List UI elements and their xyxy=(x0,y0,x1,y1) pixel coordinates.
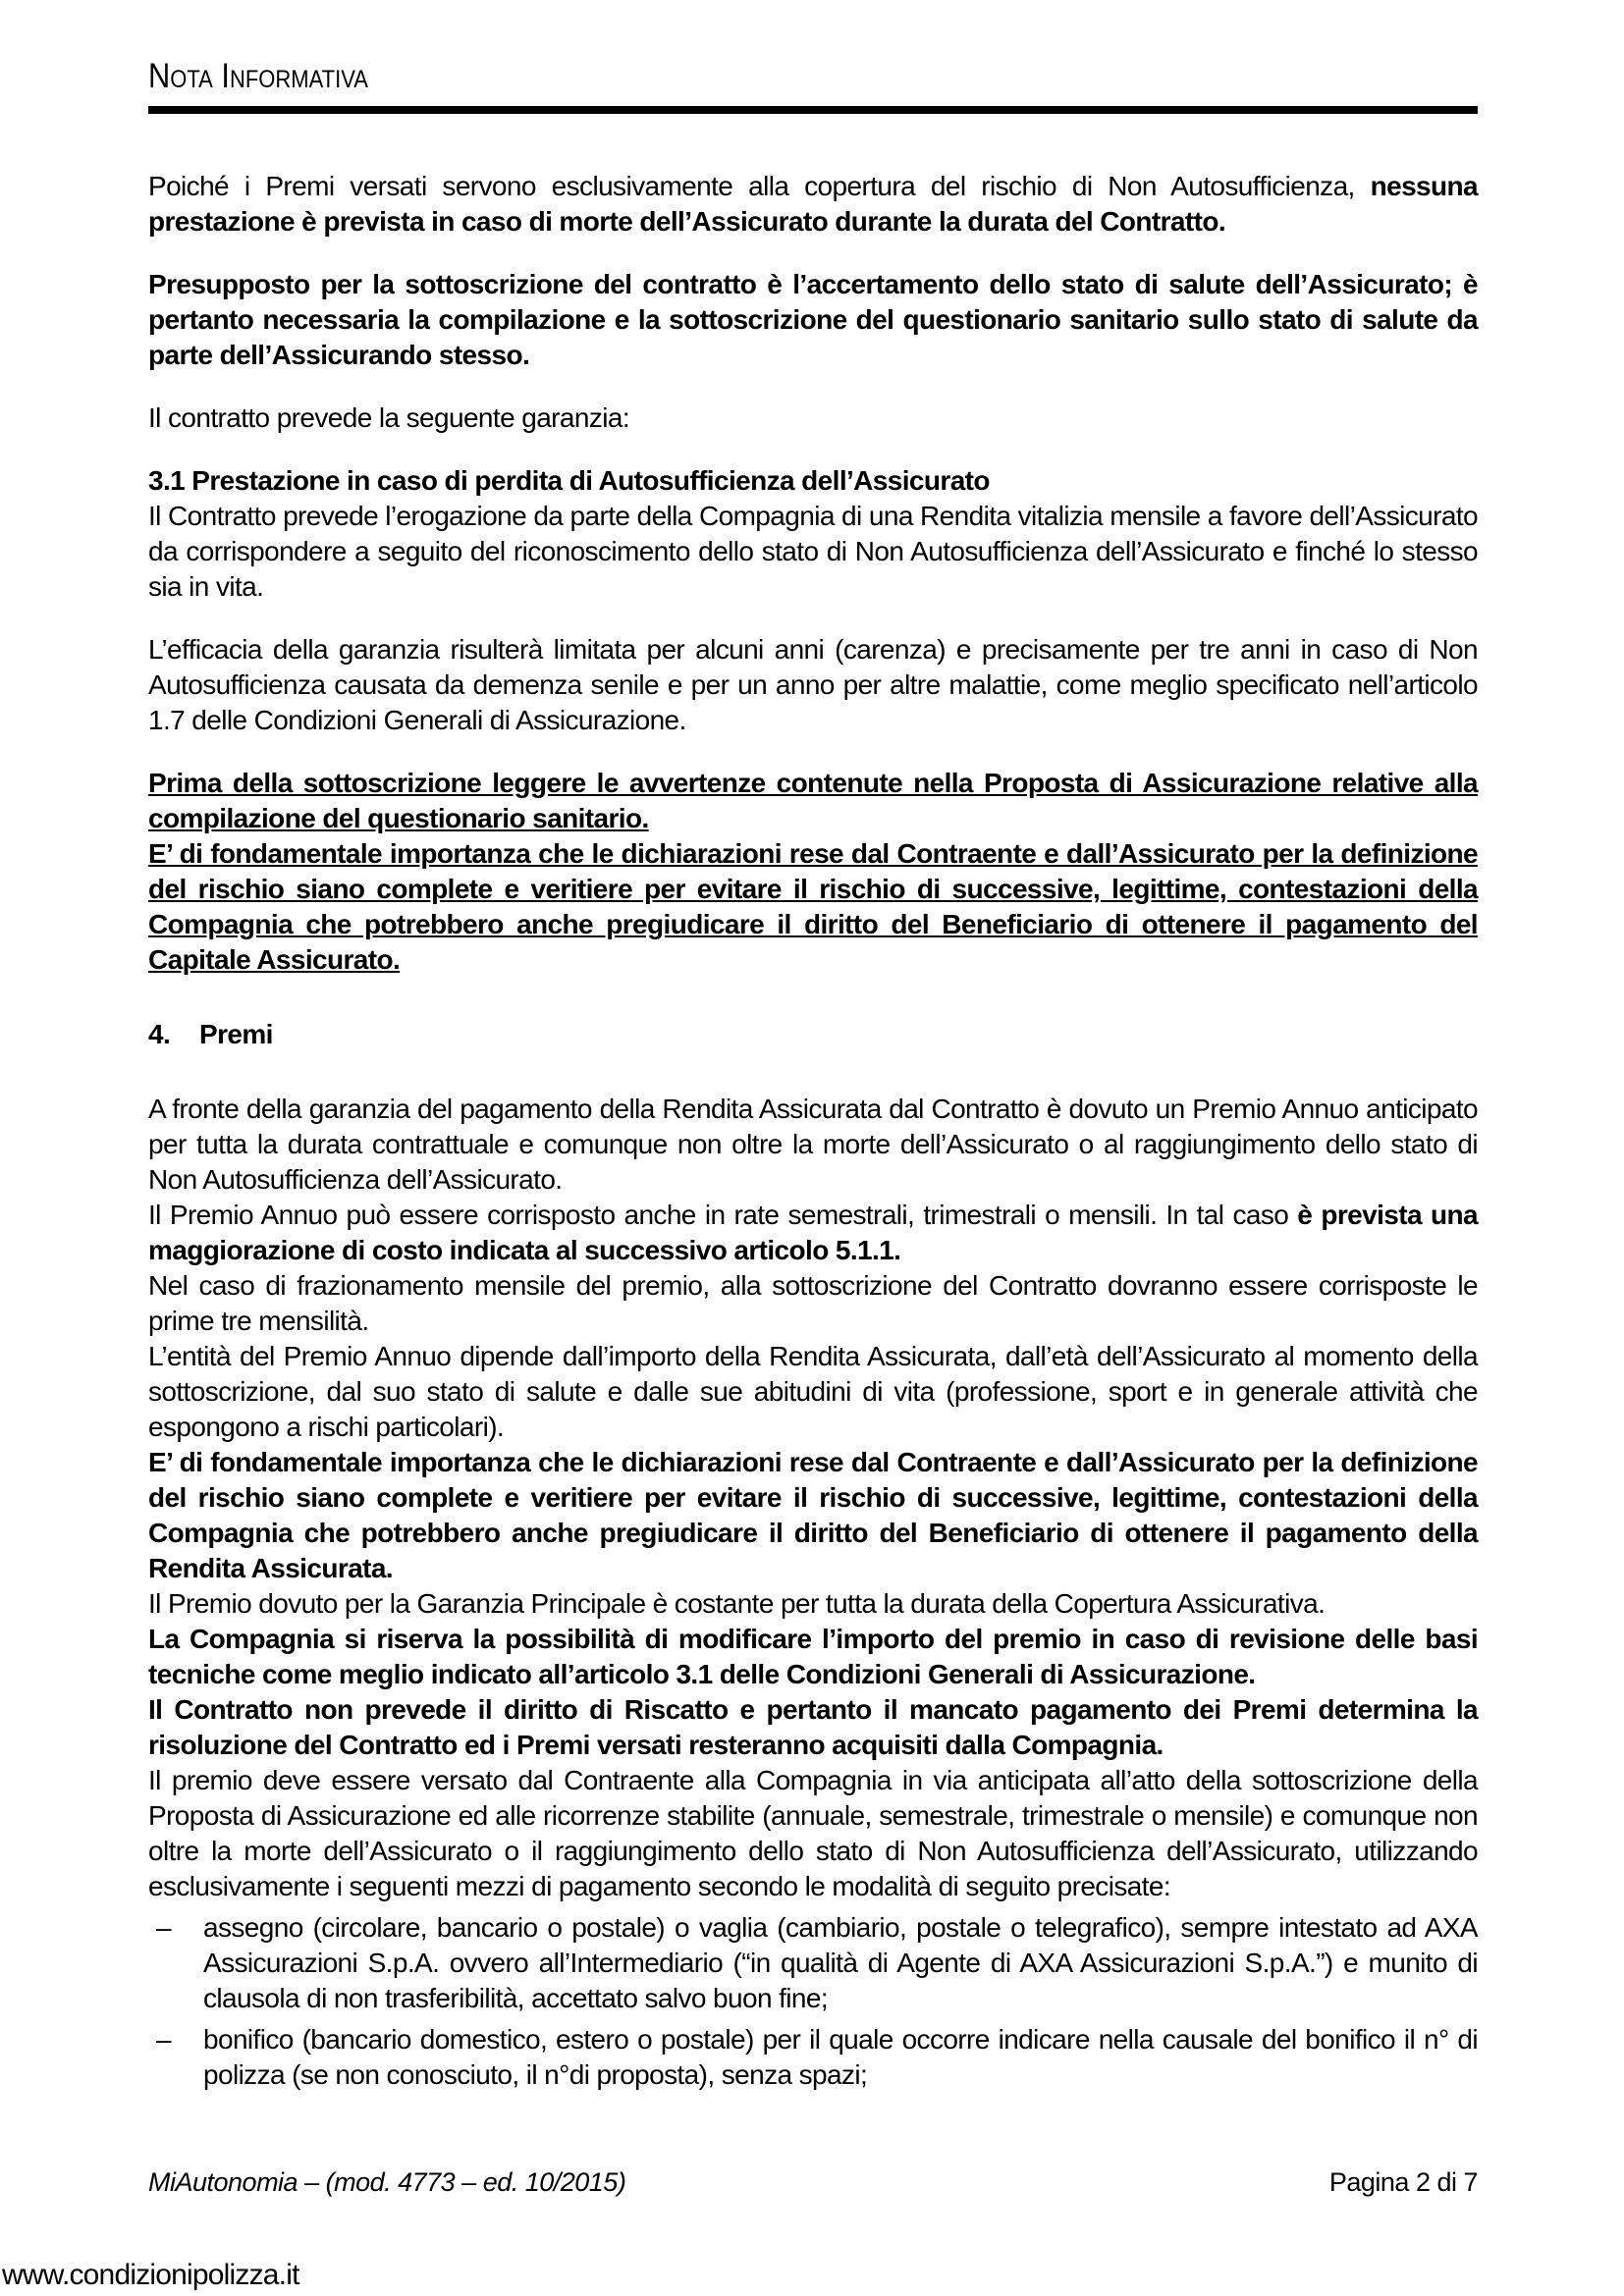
text-run: assegno (circolare, bancario o postale) o vaglia (cambiario, postale o telegrafico), sempre intestato ad AXA Assicurazioni S.p.A. ovvero all’Intermediario (“in qualità di Agente di AXA Assicurazioni S.p.A.”) e munito di clausola di non trasferibilità, accettato salvo buon fine; xyxy=(203,1912,1478,2013)
section-number: 4. xyxy=(148,1019,171,1049)
section-heading xyxy=(148,1017,1478,1052)
text-run: Il Premio Annuo può essere corrisposto anche in rate semestrali, trimestrali o mensili. In tal caso xyxy=(148,1200,1298,1230)
list-item xyxy=(148,1910,1478,2016)
paragraph xyxy=(148,1092,1478,1904)
text-run: Presupposto per la sottoscrizione del contratto è l’accertamento dello stato di salute dell’Assicurato; è pertanto necessaria la compilazione e la sottoscrizione del questionario sanitario sullo stato di salute da parte dell’Assicurando stesso. xyxy=(148,269,1478,370)
text-run: E’ di fondamentale importanza che le dichiarazioni rese dal Contraente e dall’Assicurato per la definizione del rischio siano complete e veritiere per evitare il rischio di successive, legittime, contestazioni della Compagnia che potrebbero anche pregiudicare il diritto del Beneficiario di ottenere il pagamento della Rendita Assicurata. xyxy=(148,1447,1478,1583)
text-run: 3.1 Prestazione in caso di perdita di Autosufficienza dell’Assicurato xyxy=(148,465,990,496)
text-run: Il Contratto prevede l’erogazione da parte della Compagnia di una Rendita vitalizia mensile a favore dell’Assicurato da corrispondere a seguito del riconoscimento dello stato di Non Autosufficienza dell’Assicurato e finché lo stesso sia in vita. xyxy=(148,501,1478,602)
text-run: L’efficacia della garanzia risulterà limitata per alcuni anni (carenza) e precisamente per tre anni in caso di Non Autosufficienza causata da demenza senile e per un anno per altre malattie, come meglio specificato nell’articolo 1.7 delle Condizioni Generali di Assicurazione. xyxy=(148,634,1478,735)
paragraph xyxy=(148,766,1478,978)
text-run: Il Premio dovuto per la Garanzia Principale è costante per tutta la durata della Copertura Assicurativa. xyxy=(148,1588,1326,1619)
text-run: Il Contratto non prevede il diritto di Riscatto e pertanto il mancato pagamento dei Premi determina la risoluzione del Contratto ed i Premi versati resteranno acquisiti dalla Compagnia. xyxy=(148,1694,1478,1760)
paragraph xyxy=(148,267,1478,373)
footer-page-number: Pagina 2 di 7 xyxy=(1328,2167,1478,2197)
text-run: Il premio deve essere versato dal Contraente alla Compagnia in via anticipata all’atto della sottoscrizione della Proposta di Assicurazione ed alle ricorrenze stabilite (annuale, semestrale, trimestrale o mensile) e comunque non oltre la morte dell’Assicurato o il raggiungimento dello stato di Non Autosufficienza dell’Assicurato, utilizzando esclusivamente i seguenti mezzi di pagamento secondo le modalità di seguito precisate: xyxy=(148,1765,1478,1901)
text-run: Il contratto prevede la seguente garanzia: xyxy=(148,402,630,433)
paragraph xyxy=(148,400,1478,436)
page-footer xyxy=(148,2167,1478,2198)
text-run: Nel caso di frazionamento mensile del premio, alla sottoscrizione del Contratto dovranno essere corrisposte le prime tre mensilità. xyxy=(148,1270,1478,1336)
page-title: Nota Informativa xyxy=(148,57,368,95)
text-run: E’ di fondamentale importanza che le dichiarazioni rese dal Contraente e dall’Assicurato per la definizione del rischio siano complete e veritiere per evitare il rischio di successive, legittime, contestazioni della Compagnia che potrebbero anche pregiudicare il diritto del Beneficiario di ottenere il pagamento del Capitale Assicurato. xyxy=(148,838,1478,975)
text-run: è prevista una maggiorazione di costo indicata al successivo articolo 5.1.1. xyxy=(148,1200,1479,1265)
list-item xyxy=(148,2022,1478,2093)
list-bullet: – xyxy=(156,1912,171,1943)
text-run: L’entità del Premio Annuo dipende dall’importo della Rendita Assicurata, dall’età dell’Assicurato al momento della sottoscrizione, dal suo stato di salute e dalle sue abitudini di vita (professione, sport e in generale attività che espongono a rischi particolari). xyxy=(148,1341,1478,1442)
text-run: Prima della sottoscrizione leggere le avvertenze contenute nella Proposta di Assicurazione relative alla compilazione del questionario sanitario. xyxy=(148,768,1478,833)
text-run: Poiché i Premi versati servono esclusivamente alla copertura del rischio di Non Autosufficienza, xyxy=(148,171,1371,201)
document-body xyxy=(148,169,1478,2093)
paragraph xyxy=(148,632,1478,738)
section-title: Premi xyxy=(199,1019,273,1049)
watermark-url: www.condizionipolizza.it xyxy=(2,2259,299,2291)
footer-document-id: MiAutonomia – (mod. 4773 – ed. 10/2015) xyxy=(148,2167,626,2197)
list-bullet: – xyxy=(156,2024,171,2055)
content-column xyxy=(148,0,1478,2093)
paragraph xyxy=(148,463,1478,605)
text-run: nessuna prestazione è prevista in caso di morte dell’Assicurato durante la durata del Contratto. xyxy=(148,171,1478,237)
paragraph xyxy=(148,169,1478,240)
text-run: A fronte della garanzia del pagamento della Rendita Assicurata dal Contratto è dovuto un Premio Annuo anticipato per tutta la durata contrattuale e comunque non oltre la morte dell’Assicurato o al raggiungimento dello stato di Non Autosufficienza dell’Assicurato. xyxy=(148,1094,1478,1195)
text-run: bonifico (bancario domestico, estero o postale) per il quale occorre indicare nella causale del bonifico il n° di polizza (se non conosciuto, il n°di proposta), senza spazi; xyxy=(203,2024,1478,2090)
text-run: La Compagnia si riserva la possibilità di modificare l’importo del premio in caso di revisione delle basi tecniche come meglio indicato all’articolo 3.1 delle Condizioni Generali di Assicurazione. xyxy=(148,1624,1478,1689)
header-rule xyxy=(148,106,1478,114)
document-header xyxy=(148,0,1478,114)
